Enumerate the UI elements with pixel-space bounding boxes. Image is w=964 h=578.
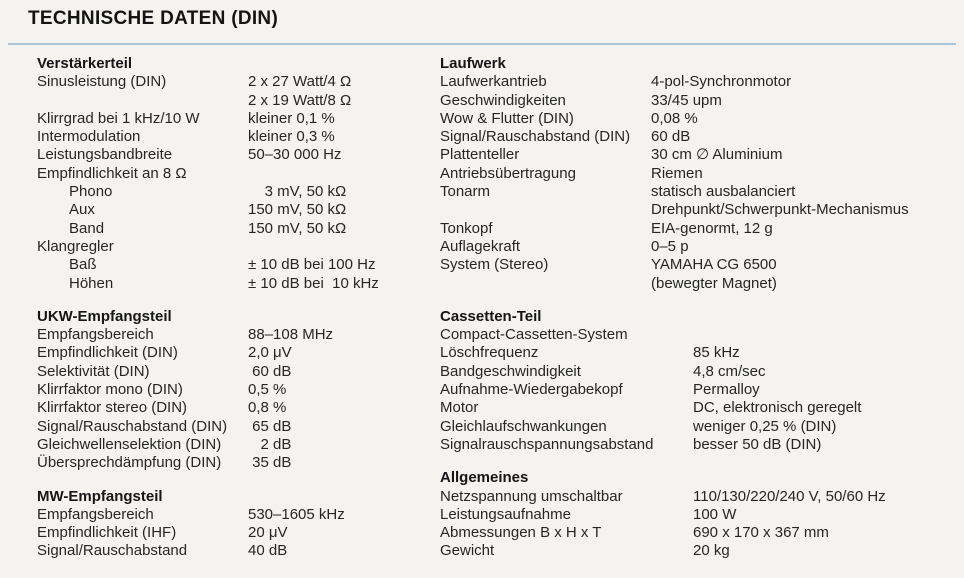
section-allgemeines (440, 469, 958, 560)
spec-row (37, 418, 437, 436)
spec-label: Löschfrequenz (440, 344, 539, 362)
spec-value: 0,08 % (651, 109, 698, 127)
spec-label (440, 275, 651, 293)
spec-row (440, 220, 958, 238)
spec-value: 20 μV (248, 524, 288, 542)
spec-label: Selektivität (DIN) (37, 362, 150, 380)
spec-row (37, 92, 437, 110)
spec-value: EIA-genormt, 12 g (651, 219, 773, 237)
spec-row (440, 201, 958, 219)
section-mw-empfangsteil (37, 488, 437, 561)
section-verstarkerteil (37, 55, 437, 293)
spec-label: Signal/Rauschabstand (DIN) (37, 417, 228, 435)
spec-value: 2 x 27 Watt/4 Ω (248, 73, 352, 91)
spec-row (440, 146, 958, 164)
spec-row (37, 110, 437, 128)
page-title: TECHNISCHE DATEN (DIN) (28, 8, 279, 29)
section-cassetten-teil (440, 308, 958, 454)
section-heading: Laufwerk (440, 55, 506, 72)
spec-label (37, 92, 248, 110)
spec-label: Phono (69, 183, 113, 201)
spec-label: Klirrgrad bei 1 kHz/10 W (37, 109, 200, 127)
spec-row (37, 165, 437, 183)
spec-value: 65 dB (248, 417, 292, 435)
spec-row (37, 73, 437, 91)
spec-label: Gewicht (440, 542, 495, 560)
spec-value: 35 dB (248, 454, 292, 472)
spec-row (37, 542, 437, 560)
spec-row (37, 454, 437, 472)
spec-value: Riemen (651, 164, 703, 182)
section-ukw-empfangsteil (37, 308, 437, 473)
spec-row (37, 201, 437, 219)
spec-value: 40 dB (248, 542, 288, 560)
spec-label: Signal/Rauschabstand (37, 542, 188, 560)
spec-value: Drehpunkt/Schwerpunkt-Mechanismus (651, 201, 909, 219)
spec-value: 2 x 19 Watt/8 Ω (248, 91, 352, 109)
spec-value: 20 kg (693, 542, 730, 560)
spec-row (440, 73, 958, 91)
spec-label: Geschwindigkeiten (440, 91, 566, 109)
spec-label: Signalrauschspannungsabstand (440, 435, 654, 453)
spec-row (440, 418, 958, 436)
spec-label: Gleichlaufschwankungen (440, 417, 607, 435)
spec-value: 530–1605 kHz (248, 505, 345, 523)
spec-row (440, 436, 958, 454)
spec-label: Wow & Flutter (DIN) (440, 109, 574, 127)
spec-label: Bandgeschwindigkeit (440, 362, 581, 380)
spec-label: Sinusleistung (DIN) (37, 73, 167, 91)
spec-label: Höhen (69, 274, 114, 292)
spec-row (440, 92, 958, 110)
spec-value: 3 mV, 50 kΩ (248, 183, 347, 201)
spec-label: Aux (69, 201, 95, 219)
spec-row (37, 524, 437, 542)
spec-value: besser 50 dB (DIN) (693, 435, 822, 453)
spec-label: Motor (440, 399, 479, 417)
spec-label: Netzspannung umschaltbar (440, 487, 623, 505)
spec-row (440, 165, 958, 183)
spec-row (37, 256, 437, 274)
spec-label: Empfangsbereich (37, 505, 154, 523)
spec-row (440, 256, 958, 274)
spec-value: (bewegter Magnet) (651, 274, 777, 292)
spec-label: Compact-Cassetten-System (440, 326, 628, 344)
spec-row (440, 506, 958, 524)
spec-label: Klangregler (37, 237, 114, 255)
spec-row (440, 381, 958, 399)
spec-label: Tonarm (440, 183, 491, 201)
spec-row (37, 183, 437, 201)
spec-row (37, 128, 437, 146)
spec-label: Auflagekraft (440, 237, 521, 255)
spec-label: Empfangsbereich (37, 326, 154, 344)
section-laufwerk (440, 55, 958, 293)
spec-label: Baß (69, 256, 97, 274)
spec-label: Gleichwellenselektion (DIN) (37, 435, 222, 453)
section-heading: Verstärkerteil (37, 55, 133, 72)
spec-value: 690 x 170 x 367 mm (693, 524, 829, 542)
section-heading: Cassetten-Teil (440, 307, 542, 325)
spec-value: 150 mV, 50 kΩ (248, 201, 347, 219)
spec-label: Abmessungen B x H x T (440, 524, 602, 542)
spec-label: System (Stereo) (440, 256, 549, 274)
spec-row (440, 542, 958, 560)
spec-row (37, 326, 437, 344)
spec-row (37, 506, 437, 524)
spec-value: 60 dB (651, 128, 691, 146)
spec-row (440, 110, 958, 128)
spec-label: Intermodulation (37, 128, 141, 146)
spec-value: 100 W (693, 505, 737, 523)
spec-label: Empfindlichkeit (DIN) (37, 344, 178, 362)
spec-value: 0,8 % (248, 399, 287, 417)
spec-value: 0–5 p (651, 237, 689, 255)
spec-label: Aufnahme-Wiedergabekopf (440, 381, 623, 399)
spec-row (37, 146, 437, 164)
spec-value: 2 dB (248, 435, 292, 453)
spec-value: 4-pol-Synchronmotor (651, 73, 792, 91)
spec-column-right (440, 55, 958, 561)
spec-label: Leistungsbandbreite (37, 146, 173, 164)
spec-label: Empfindlichkeit an 8 Ω (37, 164, 187, 182)
spec-row (440, 399, 958, 417)
spec-label: Übersprechdämpfung (DIN) (37, 454, 222, 472)
spec-value: 2,0 μV (248, 344, 292, 362)
spec-column-left (37, 55, 437, 561)
spec-value: weniger 0,25 % (DIN) (693, 417, 837, 435)
spec-value: DC, elektronisch geregelt (693, 399, 862, 417)
section-heading: MW-Empfangsteil (37, 487, 163, 505)
spec-value: ± 10 dB bei 100 Hz (248, 256, 376, 274)
spec-row (37, 436, 437, 454)
spec-value: 50–30 000 Hz (248, 146, 342, 164)
section-heading: UKW-Empfangsteil (37, 307, 172, 325)
section-heading: Allgemeines (440, 469, 529, 487)
spec-value: 0,5 % (248, 381, 287, 399)
spec-row (440, 363, 958, 381)
spec-label: Klirrfaktor mono (DIN) (37, 381, 183, 399)
spec-row (37, 275, 437, 293)
spec-label (440, 201, 651, 219)
spec-row (37, 344, 437, 362)
spec-row (440, 344, 958, 362)
spec-value: kleiner 0,1 % (248, 109, 335, 127)
spec-value: 33/45 upm (651, 91, 722, 109)
title-divider-rule (8, 43, 956, 45)
spec-value: 4,8 cm/sec (693, 362, 766, 380)
spec-row (37, 399, 437, 417)
spec-row (37, 381, 437, 399)
spec-row (37, 363, 437, 381)
spec-row (37, 220, 437, 238)
spec-row (440, 275, 958, 293)
spec-row (37, 238, 437, 256)
spec-value: statisch ausbalanciert (651, 183, 796, 201)
spec-label: Antriebsübertragung (440, 164, 576, 182)
spec-label: Empfindlichkeit (IHF) (37, 524, 177, 542)
spec-row (440, 326, 958, 344)
spec-value: 150 mV, 50 kΩ (248, 219, 347, 237)
spec-value: 110/130/220/240 V, 50/60 Hz (693, 487, 886, 505)
spec-row (440, 488, 958, 506)
spec-value: 88–108 MHz (248, 326, 334, 344)
spec-value: 85 kHz (693, 344, 740, 362)
spec-value: Permalloy (693, 381, 760, 399)
spec-label: Klirrfaktor stereo (DIN) (37, 399, 188, 417)
spec-value: YAMAHA CG 6500 (651, 256, 777, 274)
spec-row (440, 183, 958, 201)
spec-label: Tonkopf (440, 219, 493, 237)
spec-value: 60 dB (248, 362, 292, 380)
spec-label: Band (69, 219, 105, 237)
spec-row (440, 524, 958, 542)
spec-value: 30 cm ∅ Aluminium (651, 146, 783, 164)
spec-row (440, 238, 958, 256)
spec-row (440, 128, 958, 146)
spec-label: Signal/Rauschabstand (DIN) (440, 128, 631, 146)
spec-value: ± 10 dB bei 10 kHz (248, 274, 379, 292)
spec-label: Plattenteller (440, 146, 520, 164)
spec-label: Leistungsaufnahme (440, 505, 571, 523)
spec-label: Laufwerkantrieb (440, 73, 547, 91)
spec-value: kleiner 0,3 % (248, 128, 335, 146)
